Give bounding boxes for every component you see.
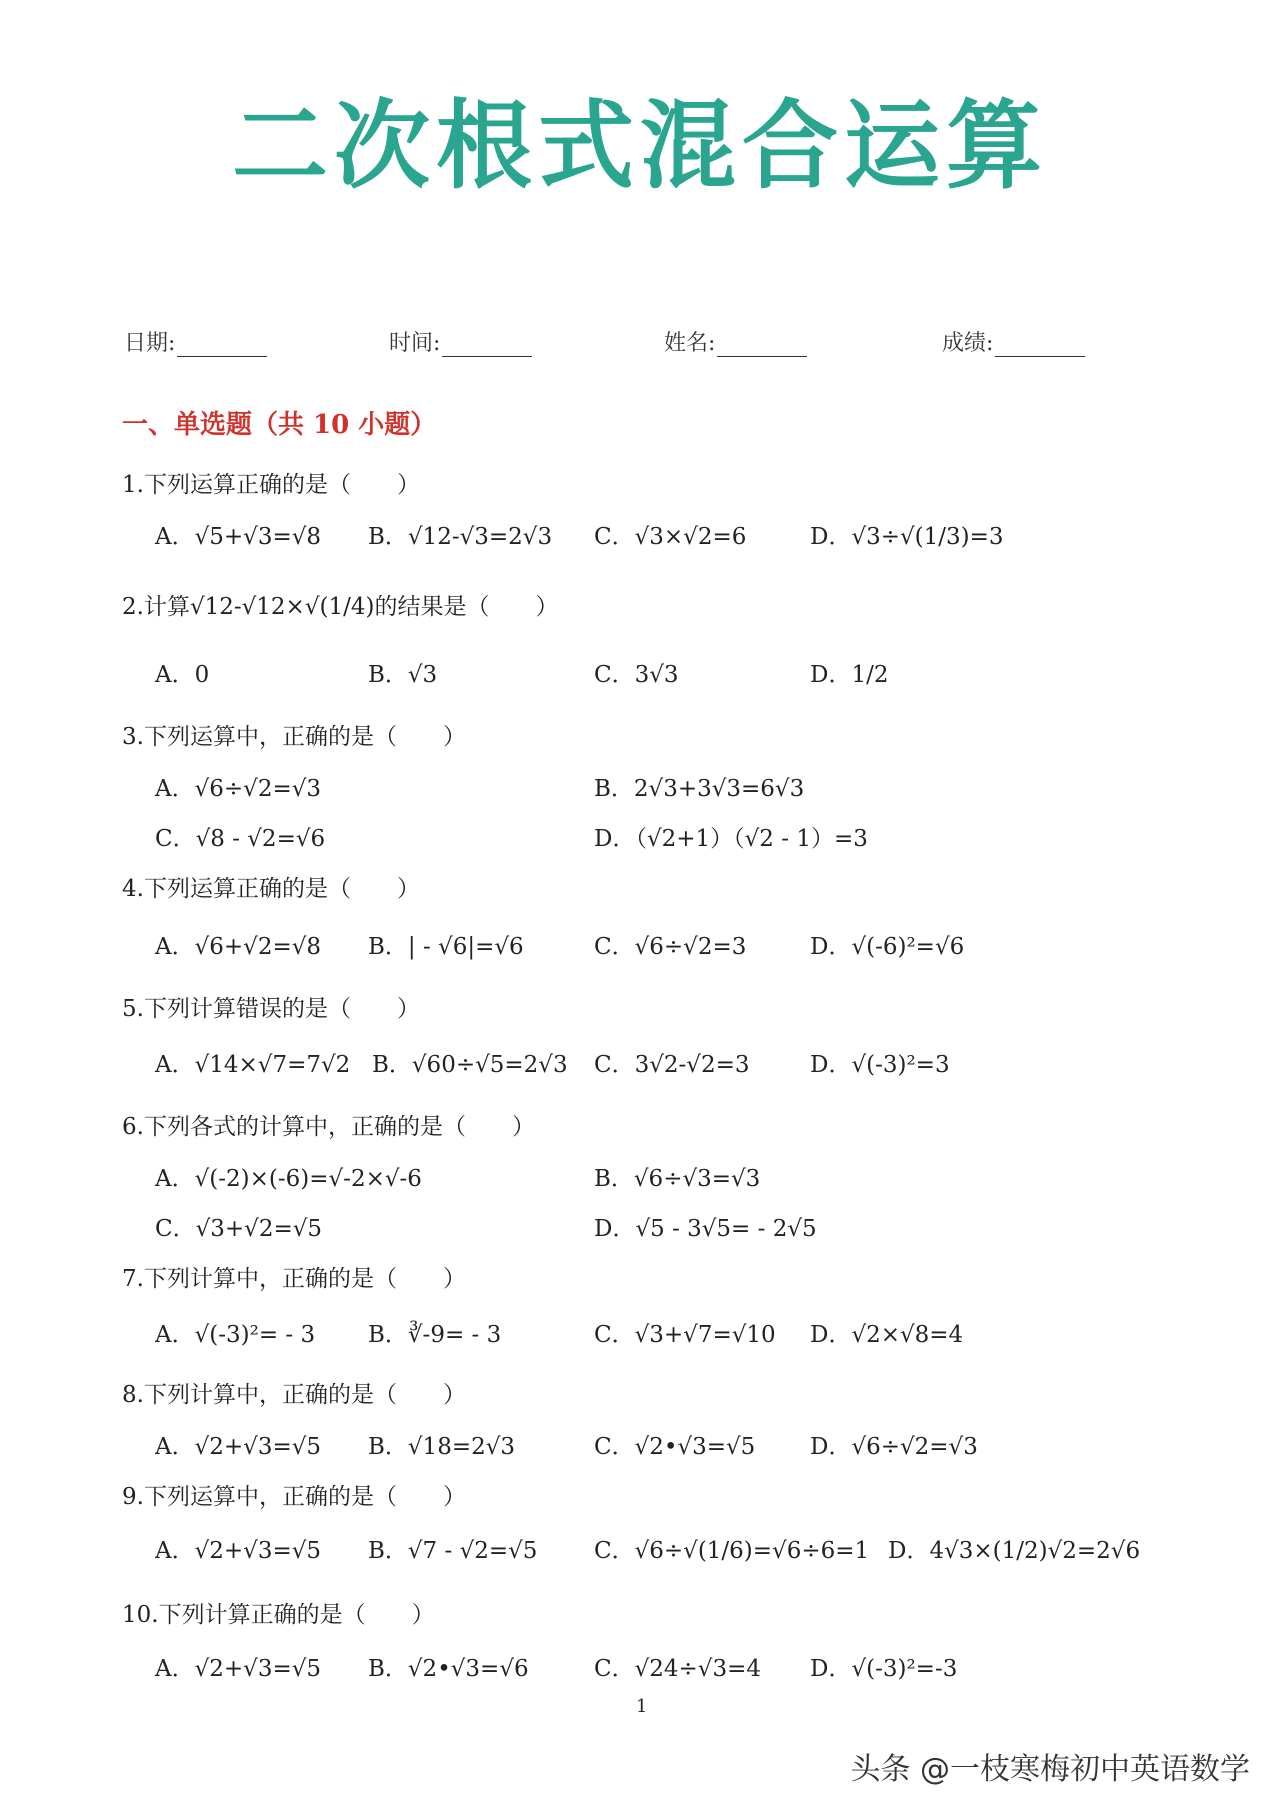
question-9-option-b[interactable]: B．√7 - √2=√5: [368, 1538, 538, 1564]
question-9-stem: 9.下列运算中，正确的是（ ）: [122, 1484, 466, 1510]
name-field[interactable]: 姓名:: [664, 326, 807, 357]
question-10-option-b[interactable]: B．√2•√3=√6: [368, 1656, 529, 1682]
question-10-stem: 10.下列计算正确的是（ ）: [122, 1602, 435, 1628]
question-10-option-a[interactable]: A．√2+√3=√5: [155, 1656, 322, 1682]
question-5-stem: 5.下列计算错误的是（ ）: [122, 996, 420, 1022]
question-8-stem: 8.下列计算中，正确的是（ ）: [122, 1382, 466, 1408]
question-3-option-c[interactable]: C．√8 - √2=√6: [155, 826, 326, 852]
question-8-option-c[interactable]: C．√2•√3=√5: [594, 1434, 756, 1460]
time-field[interactable]: 时间:: [389, 326, 532, 357]
question-10-option-d[interactable]: D．√(-3)²=-3: [810, 1656, 958, 1682]
question-5-option-d[interactable]: D．√(-3)²=3: [810, 1052, 950, 1078]
question-1-option-d[interactable]: D．√3÷√(1/3)=3: [810, 524, 1004, 550]
question-6-stem: 6.下列各式的计算中，正确的是（ ）: [122, 1114, 535, 1140]
question-8-option-d[interactable]: D．√6÷√2=√3: [810, 1434, 978, 1460]
question-7-option-a[interactable]: A．√(-3)²= - 3: [155, 1322, 316, 1348]
watermark: 头条 @一枝寒梅初中英语数学: [850, 1752, 1250, 1787]
question-4-option-d[interactable]: D．√(-6)²=√6: [810, 934, 965, 960]
date-field[interactable]: 日期:: [124, 326, 267, 357]
page-number: 1: [636, 1696, 648, 1717]
question-3-stem: 3.下列运算中，正确的是（ ）: [122, 724, 466, 750]
question-2-option-b[interactable]: B．√3: [368, 662, 438, 688]
question-4-stem: 4.下列运算正确的是（ ）: [122, 876, 420, 902]
question-4-option-c[interactable]: C．√6÷√2=3: [594, 934, 747, 960]
page-title: 二次根式混合运算: [232, 90, 1048, 202]
question-2-option-d[interactable]: D．1/2: [810, 662, 889, 688]
question-3-option-b[interactable]: B．2√3+3√3=6√3: [594, 776, 805, 802]
question-8-option-a[interactable]: A．√2+√3=√5: [155, 1434, 322, 1460]
question-1-option-b[interactable]: B．√12-√3=2√3: [368, 524, 553, 550]
question-3-option-d[interactable]: D．（√2+1）（√2 - 1）=3: [594, 826, 868, 852]
question-6-option-d[interactable]: D．√5 - 3√5= - 2√5: [594, 1216, 817, 1242]
question-2-option-c[interactable]: C．3√3: [594, 662, 679, 688]
question-5-option-c[interactable]: C．3√2-√2=3: [594, 1052, 750, 1078]
section-title: 一、单选题（共 10 小题）: [122, 410, 437, 440]
question-5-option-b[interactable]: B．√60÷√5=2√3: [372, 1052, 568, 1078]
question-1-stem: 1.下列运算正确的是（ ）: [122, 472, 420, 498]
question-2-stem: 2.计算√12-√12×√(1/4)的结果是（ ）: [122, 594, 559, 620]
question-8-option-b[interactable]: B．√18=2√3: [368, 1434, 516, 1460]
question-7-option-b[interactable]: B．∛-9= - 3: [368, 1322, 502, 1348]
question-9-option-c[interactable]: C．√6÷√(1/6)=√6÷6=1: [594, 1538, 870, 1564]
question-1-option-c[interactable]: C．√3×√2=6: [594, 524, 747, 550]
question-6-option-c[interactable]: C．√3+√2=√5: [155, 1216, 323, 1242]
question-5-option-a[interactable]: A．√14×√7=7√2: [155, 1052, 351, 1078]
score-field[interactable]: 成绩:: [942, 326, 1085, 357]
question-6-option-b[interactable]: B．√6÷√3=√3: [594, 1166, 761, 1192]
question-7-stem: 7.下列计算中，正确的是（ ）: [122, 1266, 466, 1292]
question-2-option-a[interactable]: A．0: [155, 662, 210, 688]
question-7-option-c[interactable]: C．√3+√7=√10: [594, 1322, 776, 1348]
question-4-option-b[interactable]: B．| - √6|=√6: [368, 934, 524, 960]
question-9-option-d[interactable]: D．4√3×(1/2)√2=2√6: [888, 1538, 1141, 1564]
question-1-option-a[interactable]: A．√5+√3=√8: [155, 524, 322, 550]
question-4-option-a[interactable]: A．√6+√2=√8: [155, 934, 322, 960]
question-10-option-c[interactable]: C．√24÷√3=4: [594, 1656, 761, 1682]
question-6-option-a[interactable]: A．√(-2)×(-6)=√-2×√-6: [155, 1166, 422, 1192]
question-9-option-a[interactable]: A．√2+√3=√5: [155, 1538, 322, 1564]
question-3-option-a[interactable]: A．√6÷√2=√3: [155, 776, 322, 802]
question-7-option-d[interactable]: D．√2×√8=4: [810, 1322, 964, 1348]
